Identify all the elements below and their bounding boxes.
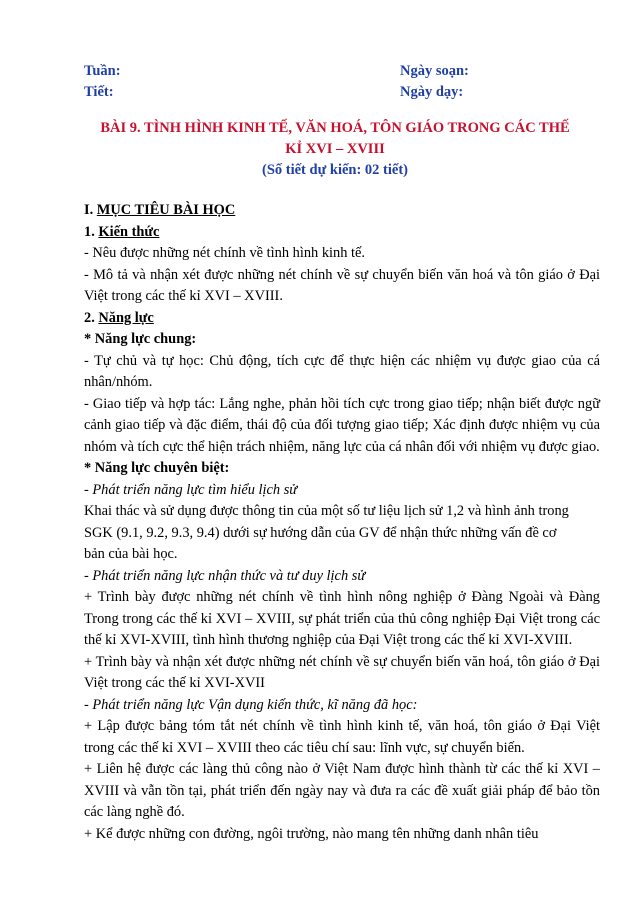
- general-item: - Tự chủ và tự học: Chủ động, tích cực để thực hiện các nhiệm vụ được giao của cá nhân/nhóm.: [84, 352, 600, 390]
- sub-heading-application: - Phát triển năng lực Vận dụng kiến thức, kĩ năng đã học:: [84, 696, 418, 713]
- competence-heading: 2. Năng lực: [84, 309, 154, 326]
- sub-text-history: Khai thác và sử dụng được thông tin của một số tư liệu lịch sử 1,2 và hình ảnh trong SGK (9.1, 9.2, 9.3, 9.4) dưới sự hướng dẫn của GV để nhận thức những vấn đề cơ bản của bài học.: [84, 503, 569, 562]
- teach-date-label: Ngày dạy:: [400, 84, 464, 100]
- sub-heading-cognition: - Phát triển năng lực nhận thức và tư duy lịch sử: [84, 567, 366, 584]
- sub-heading-history: - Phát triển năng lực tìm hiểu lịch sử: [84, 481, 298, 498]
- title-line-1: BÀI 9. TÌNH HÌNH KINH TẾ, VĂN HOÁ, TÔN GIÁO TRONG CÁC THẾ: [100, 120, 570, 136]
- knowledge-item: - Nêu được những nét chính về tình hình kinh tế.: [84, 245, 365, 261]
- document-body: [84, 200, 600, 845]
- cognition-item: + Trình bày được những nét chính về tình hình nông nghiệp ở Đàng Ngoài và Đàng Trong trong các thế kỉ XVI – XVIII, sự phát triển của thủ công nghiệp Đại Việt trong các thế kỉ XVI-XVIII, tình hình thương nghiệp của Đại Việt trong các thế kỉ XVI-XVIII.: [84, 589, 600, 648]
- title-line-2: KỈ XVI – XVIII: [285, 141, 385, 157]
- application-item: + Kể được những con đường, ngôi trường, nào mang tên những danh nhân tiêu: [84, 825, 539, 842]
- application-item: + Liên hệ được các làng thủ công nào ở Việt Nam được hình thành từ các thế kỉ XVI – XVIII và vẫn tồn tại, phát triển đến ngày nay và đưa ra các đề xuất giải pháp để bảo tồn các làng nghề đó.: [84, 761, 600, 820]
- general-competence-heading: * Năng lực chung:: [84, 331, 197, 347]
- knowledge-heading: 1. Kiến thức: [84, 223, 160, 240]
- title-duration: (Số tiết dự kiến: 02 tiết): [261, 162, 409, 178]
- section-heading-text: MỤC TIÊU BÀI HỌC: [96, 202, 236, 218]
- plan-date-label: Ngày soạn:: [400, 63, 469, 79]
- week-label: Tuần:: [84, 63, 121, 79]
- general-item: - Giao tiếp và hợp tác: Lắng nghe, phản hồi tích cực trong giao tiếp; nhận biết được ngữ cảnh giao tiếp và đặc điểm, thái độ của đối tượng giao tiếp; Xác định được nhiệm vụ của nhóm và tích cực thể hiện trách nhiệm, năng lực của cá nhân đối với nhiệm vụ được giao.: [84, 395, 600, 455]
- period-label: Tiết:: [84, 84, 114, 100]
- application-item: + Lập được bảng tóm tắt nét chính về tình hình kinh tế, văn hoá, tôn giáo ở Đại Việt trong các thế kỉ XVI – XVIII theo các tiêu chí sau: lĩnh vực, sự chuyển biến.: [84, 718, 600, 756]
- knowledge-item: - Mô tả và nhận xét được những nét chính về sự chuyển biến văn hoá và tôn giáo ở Đại Việt trong các thế kỉ XVI – XVIII.: [84, 266, 600, 304]
- cognition-item: + Trình bày và nhận xét được những nét chính về sự chuyển biến văn hoá, tôn giáo ở Đại Việt trong các thế kỉ XVI-XVII: [84, 653, 600, 691]
- section-heading: I. MỤC TIÊU BÀI HỌC: [84, 202, 236, 218]
- specific-competence-heading: * Năng lực chuyên biệt:: [84, 460, 230, 476]
